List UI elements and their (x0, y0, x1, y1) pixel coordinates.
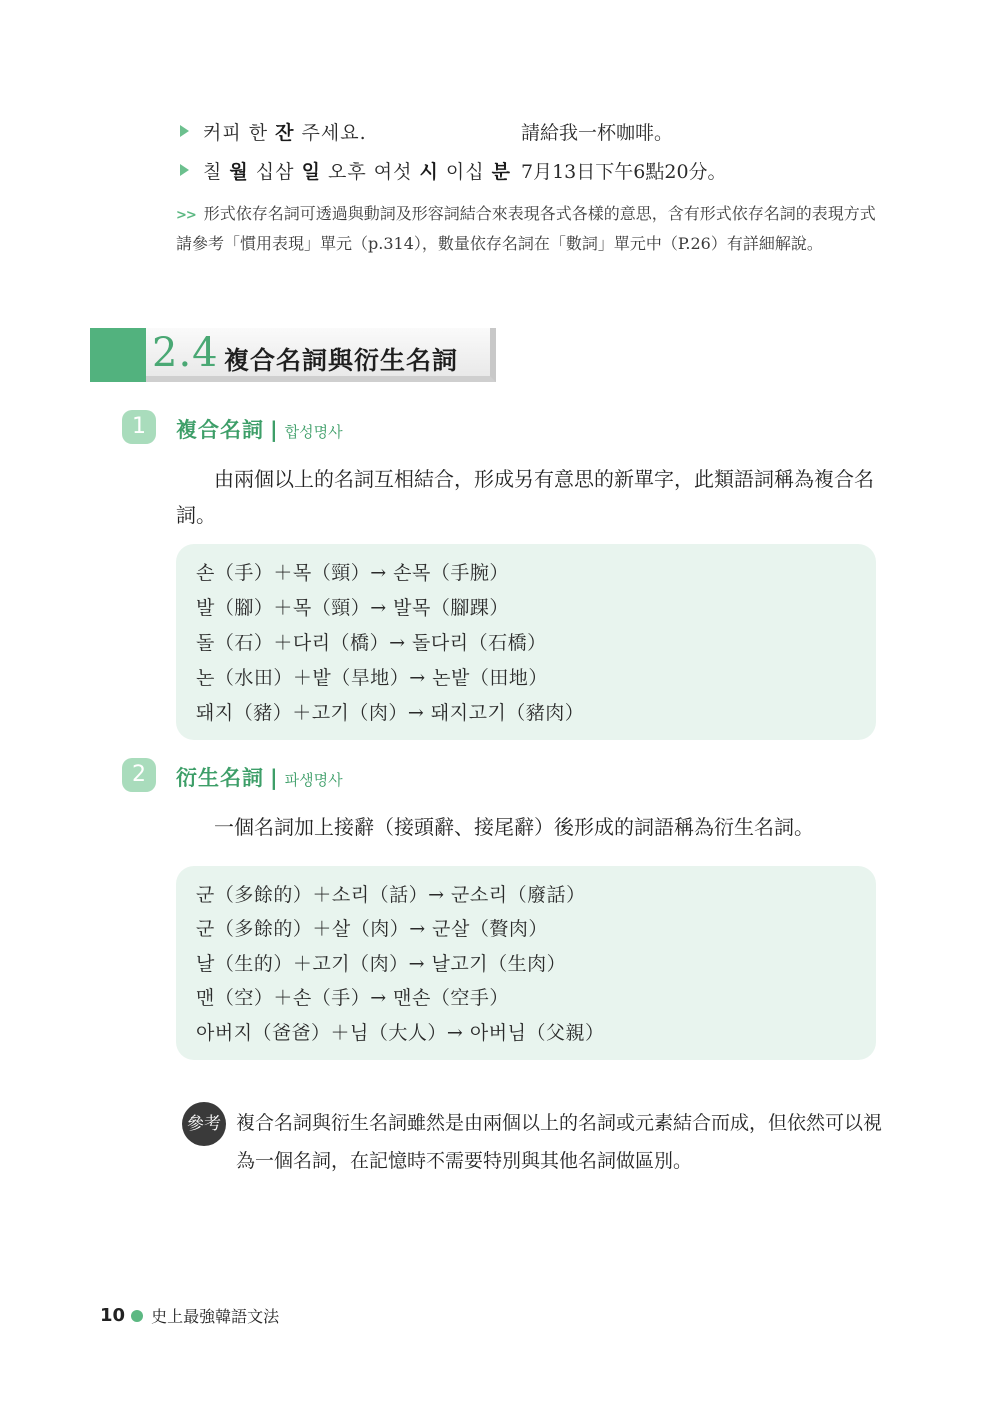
subsection-description-1: 由兩個以上的名詞互相結合，形成另有意思的新單字，此類語詞稱為複合名詞。 (176, 467, 874, 527)
page-number: 10 (100, 1305, 126, 1326)
note-paragraph: >> 形式依存名詞可透過與動詞及形容詞結合來表現各式各樣的意思，含有形式依存名詞的表現方式請參考「慣用表現」單元（p.314），數量依存名詞在「數詞」單元中（P.26）有詳細解說。 (176, 204, 876, 253)
example-line: 논（水田）＋밭（旱地）→ 논밭（田地） (196, 667, 548, 689)
example-box-2 (176, 866, 876, 1060)
example-line: 군（多餘的）＋소리（話）→ 군소리（廢話） (196, 884, 586, 906)
subsection-badge-1: 1 (122, 410, 156, 444)
example-line: 맨（空）＋손（手）→ 맨손（空手） (196, 987, 509, 1009)
example-line: 손（手）＋목（頸）→ 손목（手腕） (196, 562, 509, 584)
subsection-description-2: 一個名詞加上接辭（接頭辭、接尾辭）後形成的詞語稱為衍生名詞。 (214, 815, 814, 839)
triangle-bullet-icon (180, 125, 189, 137)
example-box-1 (176, 544, 876, 740)
example-row-2 (180, 153, 727, 187)
example-line: 군（多餘的）＋살（肉）→ 군살（贅肉） (196, 918, 548, 940)
example-row-1 (180, 114, 673, 148)
example-line: 돼지（豬）＋고기（肉）→ 돼지고기（豬肉） (196, 702, 585, 724)
example-line: 돌（石）＋다리（橋）→ 돌다리（石橋） (196, 632, 547, 654)
section-header-band (90, 328, 146, 382)
example-line: 날（生的）＋고기（肉）→ 날고기（生肉） (196, 953, 567, 975)
example-line: 아버지（爸爸）＋님（大人）→ 아버님（父親） (196, 1022, 605, 1044)
book-title: 史上最強韓語文法 (151, 1307, 280, 1326)
example-translation: 請給我一杯咖啡。 (521, 121, 674, 144)
green-dot-icon (131, 1310, 143, 1322)
triangle-bullet-icon (180, 164, 189, 176)
subsection-title-1: 複合名詞 | 합성명사 (176, 418, 343, 442)
subsection-badge-2: 2 (122, 758, 156, 792)
page-footer (100, 1304, 279, 1327)
double-chevron-icon: >> (176, 208, 196, 223)
section-title: 複合名詞與衍生名詞 (224, 346, 459, 375)
section-number: 2.4 (152, 330, 219, 376)
example-korean: 커피 한 잔 주세요. (203, 121, 367, 144)
example-line: 발（腳）＋목（頸）→ 발목（腳踝） (196, 597, 509, 619)
example-korean: 칠 월 십삼 일 오후 여섯 시 이십 분 (203, 160, 511, 183)
subsection-title-2: 衍生名詞 | 파생명사 (176, 766, 343, 790)
reference-text: 複合名詞與衍生名詞雖然是由兩個以上的名詞或元素結合而成，但依然可以視為一個名詞，在記憶時不需要特別與其他名詞做區別。 (236, 1112, 883, 1172)
reference-badge: 參考 (182, 1102, 226, 1146)
example-translation: 7月13日下午6點20分。 (521, 160, 727, 183)
